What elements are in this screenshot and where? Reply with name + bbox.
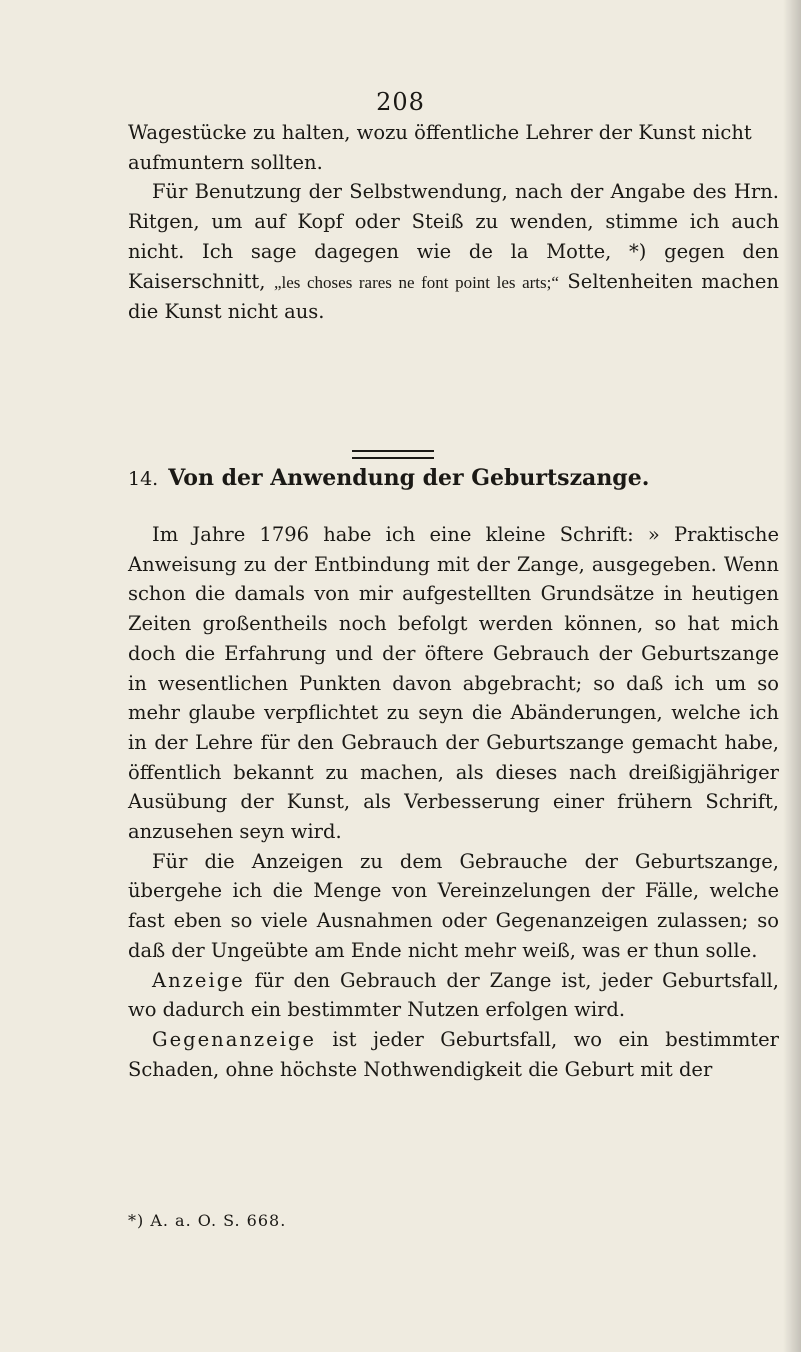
footnote: *) A. a. O. S. 668. — [128, 1211, 287, 1230]
section-divider — [352, 450, 434, 459]
paragraph-wagestuecke: Wagestücke zu halten, wozu öffentliche Lehrer der Kunst nicht aufmuntern sollten. — [128, 121, 752, 174]
term-gegenanzeige: Gegenanzeige — [152, 1027, 316, 1051]
anzeige-text: für den Gebrauch der Zange ist, jeder Geburtsfall, wo dadurch ein bestimmter Nutzen erfolgen wird. — [128, 968, 779, 1022]
section-title: Von der Anwendung der Geburtszange. — [168, 465, 650, 491]
paragraph-anzeige-definition — [128, 966, 779, 1025]
page-edge-shadow — [783, 0, 801, 1352]
section-number: 14. — [128, 468, 159, 490]
gegenanzeige-text: ist jeder Geburtsfall, wo ein bestimmter Schaden, ohne höchste Nothwendigkeit die Geburt mit der — [128, 1027, 780, 1081]
paragraph-selbstwendung — [128, 177, 779, 327]
section-heading — [128, 465, 779, 491]
page-number: 208 — [376, 88, 425, 116]
paragraph-selbstwendung-text: Für Benutzung der Selbstwendung, nach der Angabe des Hrn. Ritgen, um auf Kopf oder Steiß zu wenden, stimme ich auch nicht. Ich sage dagegen wie de la Motte, *) gegen den Kaiserschnitt, — [128, 180, 779, 293]
body-text-block — [128, 520, 779, 1084]
top-text-block — [128, 118, 779, 327]
paragraph-gegenanzeige-definition — [128, 1025, 779, 1084]
french-quote: „les choses rares ne font point les arts;“ — [273, 272, 559, 292]
paragraph-selbstwendung-end: Seltenheiten machen die Kunst nicht aus. — [128, 269, 779, 324]
term-anzeige: Anzeige — [152, 968, 245, 992]
paragraph-1796: Im Jahre 1796 habe ich eine kleine Schrift: » Praktische Anweisung zu der Entbindung mit der Zange, ausgegeben. Wenn schon die damals von mir aufgestellten Grundsätze in heutigen Zeiten großentheils noch befolgt werden können, so hat mich doch die Erfahrung und der öftere Gebrauch der Geburtszange in wesentlichen Punkten davon abgebracht; so daß ich um so mehr glaube verpflichtet zu seyn die Abänderungen, welche ich in der Lehre für den Gebrauch der Geburtszange gemacht habe, öffentlich bekannt zu machen, als dieses nach dreißigjähriger Ausübung der Kunst, als Verbesserung einer frühern Schrift, anzusehen seyn wird. — [128, 523, 779, 844]
paragraph-anzeigen: Für die Anzeigen zu dem Gebrauche der Geburtszange, übergehe ich die Menge von Vereinzelungen der Fälle, welche fast eben so viele Ausnahmen oder Gegenanzeigen zulassen; so daß der Ungeübte am Ende nicht mehr weiß, was er thun solle. — [128, 849, 779, 962]
